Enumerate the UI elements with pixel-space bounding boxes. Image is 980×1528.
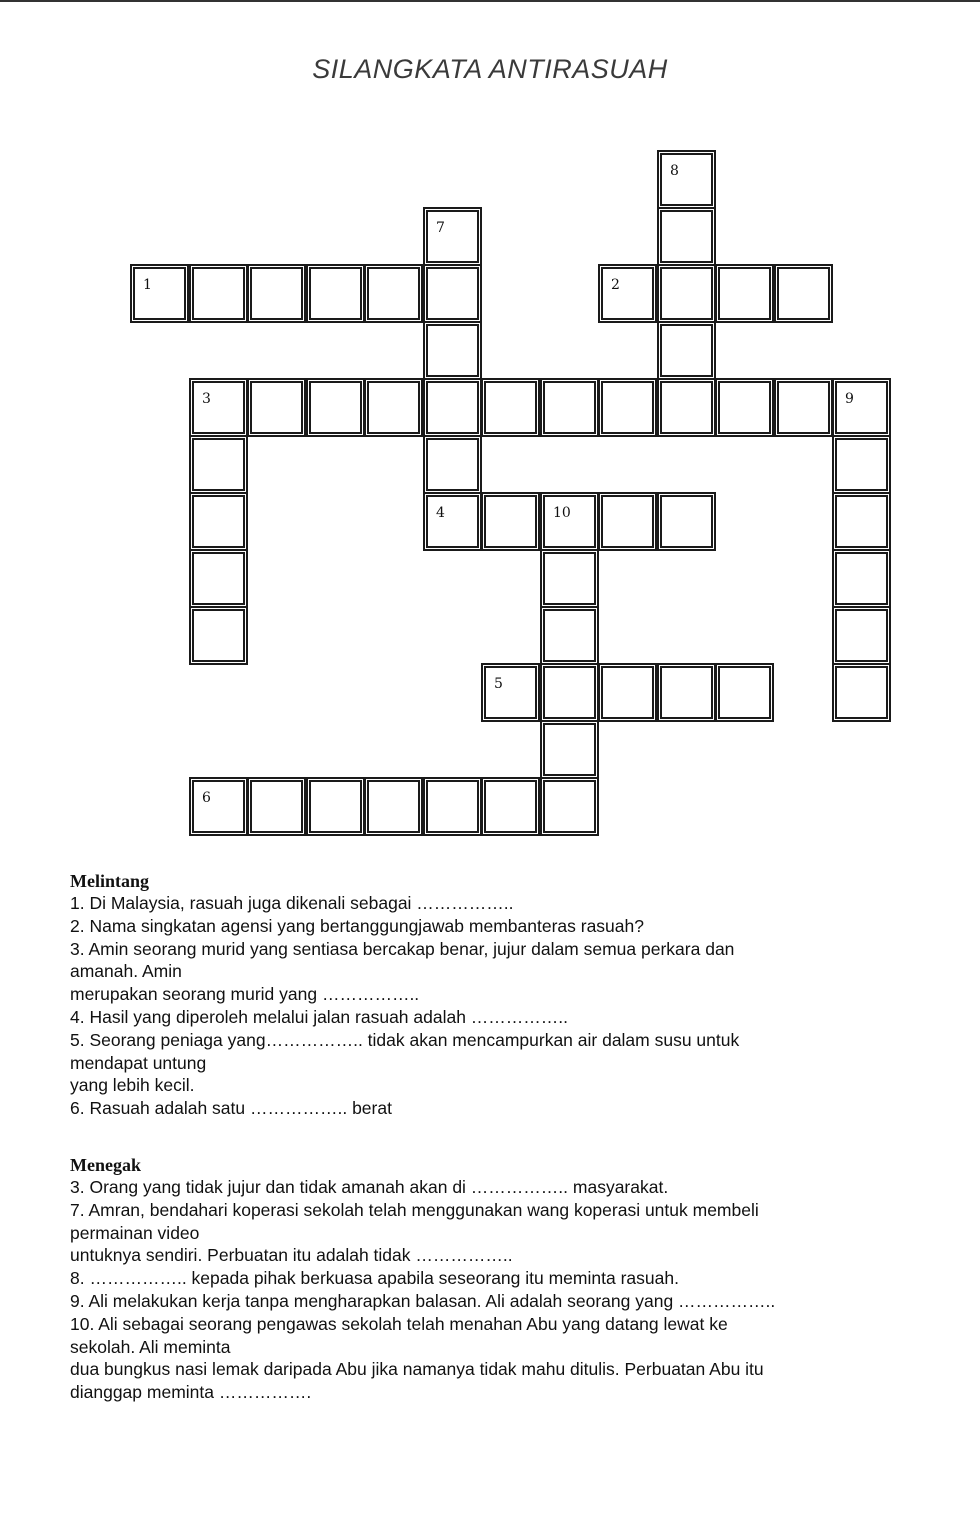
across-clue: 6. Rasuah adalah satu …………….. berat bbox=[70, 1098, 392, 1119]
crossword-cell[interactable] bbox=[309, 780, 362, 833]
crossword-cell[interactable] bbox=[367, 267, 420, 320]
crossword-cell[interactable] bbox=[835, 552, 888, 605]
clue-number: 8 bbox=[670, 163, 679, 179]
crossword-cell[interactable] bbox=[601, 381, 654, 434]
crossword-cell[interactable] bbox=[835, 609, 888, 662]
clues-section bbox=[70, 870, 930, 1404]
crossword-cell[interactable] bbox=[660, 153, 713, 206]
across-clue: 4. Hasil yang diperoleh melalui jalan rasuah adalah …………….. bbox=[70, 1006, 569, 1027]
across-clue: 1. Di Malaysia, rasuah juga dikenali sebagai …………….. bbox=[70, 893, 514, 913]
crossword-cell[interactable] bbox=[660, 666, 713, 719]
across-clue: 5. Seorang peniaga yang…………….. tidak akan mencampurkan air dalam susu untuk mendapat untung yang lebih kecil. bbox=[70, 1029, 740, 1096]
clue-number: 3 bbox=[202, 391, 211, 407]
crossword-cell[interactable] bbox=[133, 267, 186, 320]
clue-number: 4 bbox=[436, 505, 445, 521]
clue-number: 2 bbox=[611, 277, 620, 293]
crossword-cell[interactable] bbox=[192, 495, 245, 548]
down-clue: 3. Orang yang tidak jujur dan tidak amanah akan di …………….. masyarakat. bbox=[70, 1176, 669, 1197]
crossword-cell[interactable] bbox=[660, 381, 713, 434]
crossword-cell[interactable] bbox=[660, 324, 713, 377]
crossword-cell[interactable] bbox=[192, 381, 245, 434]
crossword-cell[interactable] bbox=[309, 267, 362, 320]
crossword-cell[interactable] bbox=[601, 666, 654, 719]
crossword-cell[interactable] bbox=[660, 210, 713, 263]
crossword-cell[interactable] bbox=[543, 381, 596, 434]
across-clue: 2. Nama singkatan agensi yang bertanggungjawab membanteras rasuah? bbox=[70, 915, 644, 936]
down-clue: 8. …………….. kepada pihak berkuasa apabila seseorang itu meminta rasuah. bbox=[70, 1268, 679, 1289]
down-clue: 7. Amran, bendahari koperasi sekolah telah menggunakan wang koperasi untuk membeli permainan video untuknya sendiri. Perbuatan itu adalah tidak …………….. bbox=[70, 1199, 759, 1266]
clue-number: 9 bbox=[845, 391, 854, 407]
crossword-cell[interactable] bbox=[718, 666, 771, 719]
clue-number: 7 bbox=[436, 220, 445, 236]
crossword-cell[interactable] bbox=[543, 495, 596, 548]
down-clue-list bbox=[70, 1176, 930, 1404]
crossword-cell[interactable] bbox=[835, 381, 888, 434]
crossword-cell[interactable] bbox=[367, 381, 420, 434]
crossword-cell[interactable] bbox=[426, 381, 479, 434]
clue-number: 10 bbox=[553, 505, 571, 521]
crossword-cell[interactable] bbox=[543, 609, 596, 662]
across-clue: 3. Amin seorang murid yang sentiasa bercakap benar, jujur dalam semua perkara dan amanah. Amin merupakan seorang murid yang …………….. bbox=[70, 938, 735, 1005]
crossword-cell[interactable] bbox=[601, 495, 654, 548]
crossword-cell[interactable] bbox=[835, 495, 888, 548]
clue-number: 1 bbox=[143, 277, 152, 293]
crossword-cell[interactable] bbox=[718, 381, 771, 434]
crossword-cell[interactable] bbox=[250, 267, 303, 320]
crossword-cell[interactable] bbox=[484, 495, 537, 548]
crossword-cell[interactable] bbox=[543, 723, 596, 776]
crossword-cell[interactable] bbox=[250, 381, 303, 434]
across-heading: Melintang bbox=[70, 871, 149, 891]
crossword-cell[interactable] bbox=[426, 267, 479, 320]
crossword-cell[interactable] bbox=[426, 210, 479, 263]
crossword-cell[interactable] bbox=[192, 438, 245, 491]
crossword-cell[interactable] bbox=[484, 381, 537, 434]
crossword-cell[interactable] bbox=[601, 267, 654, 320]
crossword-cell[interactable] bbox=[835, 666, 888, 719]
down-clue: 10. Ali sebagai seorang pengawas sekolah telah menahan Abu yang datang lewat ke sekolah. Ali meminta dua bungkus nasi lemak daripada Abu jika namanya tidak mahu ditulis. Perbuatan Abu itu dianggap meminta ……………. bbox=[70, 1313, 764, 1403]
crossword-cell[interactable] bbox=[718, 267, 771, 320]
crossword-cell[interactable] bbox=[367, 780, 420, 833]
crossword-cell[interactable] bbox=[426, 780, 479, 833]
crossword-cell[interactable] bbox=[835, 438, 888, 491]
crossword-cell[interactable] bbox=[192, 780, 245, 833]
crossword-cell[interactable] bbox=[543, 780, 596, 833]
crossword-cell[interactable] bbox=[426, 324, 479, 377]
crossword-cell[interactable] bbox=[777, 381, 830, 434]
clue-number: 6 bbox=[202, 790, 211, 806]
crossword-cell[interactable] bbox=[660, 267, 713, 320]
crossword-cell[interactable] bbox=[426, 495, 479, 548]
across-clue-list bbox=[70, 892, 930, 1120]
crossword-cell[interactable] bbox=[426, 438, 479, 491]
crossword-cell[interactable] bbox=[484, 780, 537, 833]
crossword-cell[interactable] bbox=[777, 267, 830, 320]
crossword-cell[interactable] bbox=[192, 609, 245, 662]
crossword-cell[interactable] bbox=[543, 552, 596, 605]
crossword-cell[interactable] bbox=[192, 552, 245, 605]
down-heading: Menegak bbox=[70, 1154, 141, 1175]
crossword-cell[interactable] bbox=[543, 666, 596, 719]
crossword-cell[interactable] bbox=[192, 267, 245, 320]
crossword-cell[interactable] bbox=[250, 780, 303, 833]
crossword-cell[interactable] bbox=[660, 495, 713, 548]
crossword-cell[interactable] bbox=[484, 666, 537, 719]
clue-number: 5 bbox=[494, 676, 503, 692]
crossword-cell[interactable] bbox=[309, 381, 362, 434]
down-clue: 9. Ali melakukan kerja tanpa mengharapkan balasan. Ali adalah seorang yang …………….. bbox=[70, 1290, 776, 1311]
page-title: SILANGKATA ANTIRASUAH bbox=[312, 54, 668, 84]
